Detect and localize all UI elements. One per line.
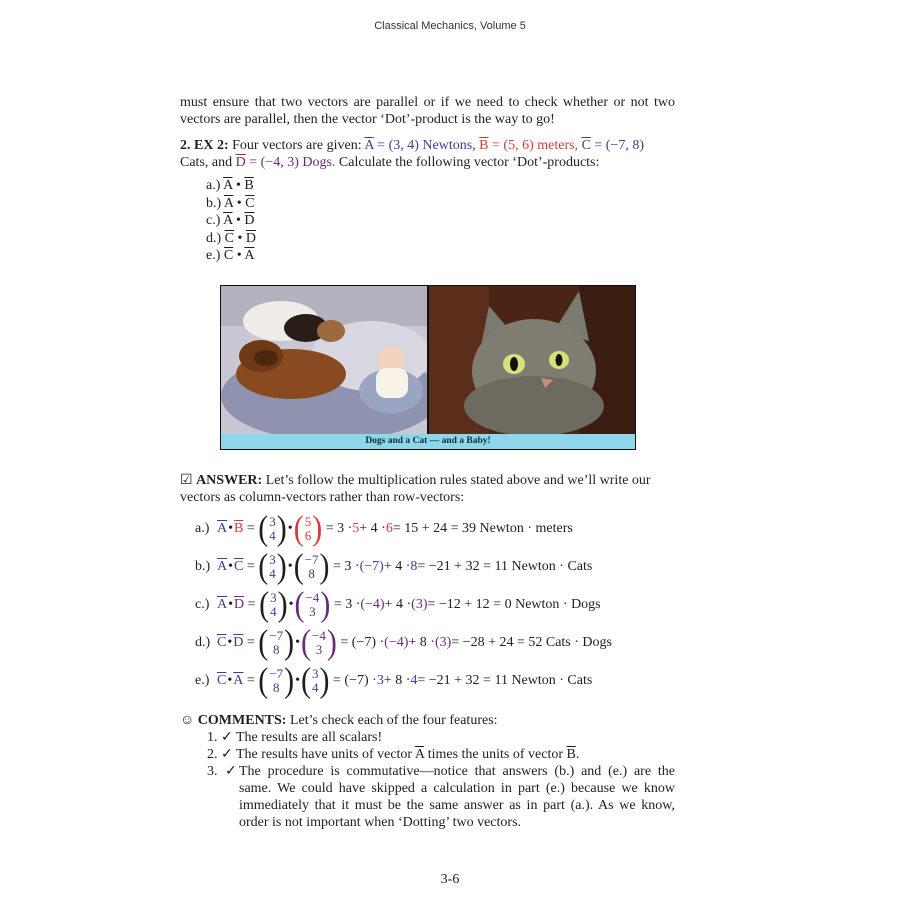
comments-list xyxy=(207,729,675,831)
answer-text: Let’s follow the multiplication rules stated above and we’ll write our vectors as column-vectors rather than row-vectors: xyxy=(180,473,651,505)
list-item: 2. ✓ The results have units of vector $\overline{A}$ times the units of vector $\overline{B}$. xyxy=(207,747,580,762)
list-item: b.) $\overline{A}$ • $\overline{C}$ xyxy=(206,195,255,211)
vector-d-symbol: $\overline{D}$ xyxy=(235,155,246,170)
column-vector: −7 8 xyxy=(269,666,284,695)
column-vector: 5 6 xyxy=(304,514,312,543)
calc-row-a: a.) $\overline{A}$ • $\overline{B}$ = ( 3 4 ) • ( 5 6 ) = 3 · 5 + 4 · 6 = 15 + 24 = 39 Newton · meters xyxy=(195,509,573,548)
column-vector: 3 4 xyxy=(269,514,276,543)
vector-a-symbol: $\overline{A}$ xyxy=(364,138,374,153)
comments-heading xyxy=(180,712,675,729)
checkbox-icon: ☑ xyxy=(180,473,193,488)
check-icon: ✓ xyxy=(221,730,233,745)
column-vector: −4 3 xyxy=(305,590,320,619)
list-item: a.) $\overline{A}$ • $\overline{B}$ xyxy=(206,178,254,193)
vector-d-value: = (−4, 3) Dogs. xyxy=(249,155,336,170)
column-vector: −7 8 xyxy=(269,628,284,657)
vector-b-value: = (5, 6) meters, xyxy=(492,138,579,153)
vector-c-value: = (−7, 8) xyxy=(594,138,645,153)
column-vector: 3 4 xyxy=(270,590,277,619)
check-icon: ✓ xyxy=(221,747,233,762)
example-lead: Four vectors are given: xyxy=(232,138,362,153)
page-number: 3-6 xyxy=(440,872,460,887)
column-vector: −7 8 xyxy=(304,552,319,581)
vector-a-value: = (3, 4) Newtons, xyxy=(377,138,476,153)
comments-label: COMMENTS: xyxy=(197,713,287,728)
column-vector: −4 3 xyxy=(312,628,326,657)
example-line2-b: Calculate the following vector ‘Dot’-products: xyxy=(338,155,600,170)
example-label: 2. EX 2: xyxy=(180,138,229,153)
answer-label: ANSWER: xyxy=(196,473,263,488)
list-item: 3. ✓ The procedure is commutative—notice that answers (b.) and (e.) are the same. We could have skipped a calculation in part (e.) because we know immediately that it must be the same answer as in part (a.). As we know, order is not important when ‘Dotting’ two vectors. xyxy=(207,764,675,830)
dogs-baby-photo xyxy=(221,286,427,434)
running-header: Classical Mechanics, Volume 5 xyxy=(374,20,526,32)
list-item: 1. ✓ The results are all scalars! xyxy=(207,730,383,745)
example-statement xyxy=(180,137,675,171)
calc-row-b: b.) $\overline{A}$ • $\overline{C}$ = ( 3 4 ) • ( −7 8 ) = 3 · (−7) + 4 · 8 = −21 + 32 = 11 Newton · Cats xyxy=(195,547,593,586)
cat-photo xyxy=(429,286,635,434)
vector-b-symbol: $\overline{B}$ xyxy=(479,138,489,153)
list-item: c.) $\overline{A}$ • $\overline{D}$ xyxy=(206,213,255,228)
photo-caption: Dogs and a Cat — and a Baby! xyxy=(221,434,635,449)
answer-section xyxy=(180,472,675,506)
intro-paragraph: must ensure that two vectors are parallel or if we need to check whether or not two vectors are parallel, then the vector ‘Dot’-product is the way to go! xyxy=(180,95,675,127)
smiley-icon: ☺ xyxy=(180,713,195,728)
column-vector: 3 4 xyxy=(312,666,319,695)
calc-row-d: d.) $\overline{C}$ • $\overline{D}$ = ( −7 8 ) • ( −4 3 ) = (−7) · (−4) + 8 · (3) = −28 + 24 = 52 Cats · Dogs xyxy=(195,623,612,662)
check-icon: ✓ xyxy=(225,764,237,779)
vector-c-symbol: $\overline{C}$ xyxy=(581,138,591,153)
list-item: e.) $\overline{C}$ • $\overline{A}$ xyxy=(206,248,255,263)
calc-row-c: c.) $\overline{A}$ • $\overline{D}$ = ( 3 4 ) • ( −4 3 ) = 3 · (−4) + 4 · (3) = −12 + 12 = 0 Newton · Dogs xyxy=(195,585,601,624)
photo-figure xyxy=(220,285,636,450)
example-line2-a: Cats, and xyxy=(180,155,233,170)
example-item-list xyxy=(206,177,256,265)
calc-row-e: e.) $\overline{C}$ • $\overline{A}$ = ( −7 8 ) • ( 3 4 ) = (−7) · 3 + 8 · 4 = −21 + 32 = 11 Newton · Cats xyxy=(195,661,593,700)
comments-text: Let’s check each of the four features: xyxy=(289,713,498,728)
column-vector: 3 4 xyxy=(269,552,276,581)
list-item: d.) $\overline{C}$ • $\overline{D}$ xyxy=(206,230,257,246)
